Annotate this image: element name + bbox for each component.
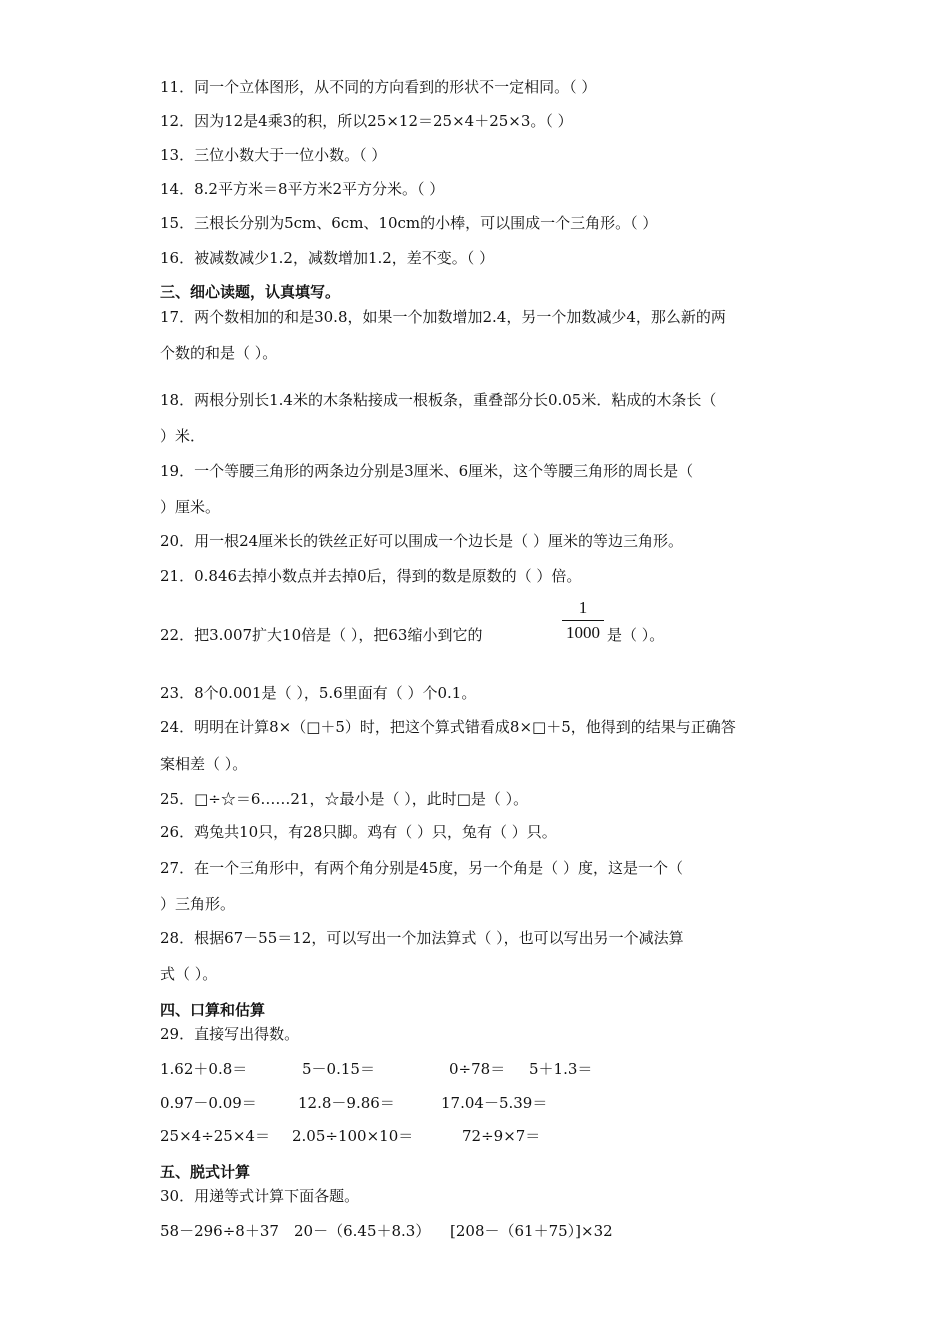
question-28-line2: 式（ ）。 xyxy=(160,965,218,983)
question-20: 20．用一根24厘米长的铁丝正好可以围成一个边长是（ ）厘米的等边三角形。 xyxy=(160,532,683,550)
fraction-numerator: 1 xyxy=(578,598,588,617)
question-25: 25．□÷☆＝6……21，☆最小是（ ），此时□是（ ）。 xyxy=(160,790,529,808)
question-18-line2: ）米． xyxy=(160,427,206,445)
question-23: 23．8个0.001是（ ），5.6里面有（ ）个0.1。 xyxy=(160,684,477,702)
question-22-tail: 是（ ）。 xyxy=(607,626,665,644)
question-24-line2: 案相差（ ）。 xyxy=(160,755,248,773)
question-21: 21．0.846去掉小数点并去掉0后，得到的数是原数的（ ）倍。 xyxy=(160,567,582,585)
stepwise-item: 20－（6.45＋8.3） xyxy=(294,1222,431,1240)
question-19-line2: ）厘米。 xyxy=(160,498,221,516)
fraction-denominator: 1000 xyxy=(566,623,600,642)
question-15: 15．三根长分别为5cm、6cm、10cm的小棒，可以围成一个三角形。（ ） xyxy=(160,214,658,232)
section-4-heading: 四、口算和估算 xyxy=(160,1001,266,1019)
question-26: 26．鸡兔共10只，有28只脚。鸡有（ ）只，兔有（ ）只。 xyxy=(160,823,557,841)
oral-item: 72÷9×7＝ xyxy=(462,1127,541,1145)
oral-item: 12.8－9.86＝ xyxy=(298,1094,395,1112)
question-19-line1: 19．一个等腰三角形的两条边分别是3厘米、6厘米，这个等腰三角形的周长是（ xyxy=(160,462,694,480)
question-17-line2: 个数的和是（ ）。 xyxy=(160,344,278,362)
section-5-heading: 五、脱式计算 xyxy=(160,1163,251,1181)
question-13: 13．三位小数大于一位小数。（ ） xyxy=(160,146,387,164)
question-30-title: 30．用递等式计算下面各题。 xyxy=(160,1187,360,1205)
question-22-text: 22．把3.007扩大10倍是（ ），把63缩小到它的 xyxy=(160,626,483,644)
oral-item: 5－0.15＝ xyxy=(302,1060,375,1078)
oral-item: 25×4÷25×4＝ xyxy=(160,1127,270,1145)
question-11: 11．同一个立体图形，从不同的方向看到的形状不一定相同。（ ） xyxy=(160,78,597,96)
question-24-line1: 24．明明在计算8×（□＋5）时，把这个算式错看成8×□＋5，他得到的结果与正确答 xyxy=(160,718,736,736)
question-27-line2: ）三角形。 xyxy=(160,895,236,913)
stepwise-item: [208－（61＋75）]×32 xyxy=(450,1222,613,1240)
fraction-bar xyxy=(562,620,604,621)
oral-item: 0.97－0.09＝ xyxy=(160,1094,257,1112)
oral-item: 1.62＋0.8＝ xyxy=(160,1060,248,1078)
fraction-one-thousandth xyxy=(562,597,604,644)
oral-item: 0÷78＝ xyxy=(449,1060,506,1078)
question-18-line1: 18．两根分别长1.4米的木条粘接成一根板条，重叠部分长0.05米．粘成的木条长（ xyxy=(160,391,717,409)
question-17-line1: 17．两个数相加的和是30.8，如果一个加数增加2.4，另一个加数减少4，那么新的两 xyxy=(160,308,726,326)
question-28-line1: 28．根据67－55＝12，可以写出一个加法算式（ ），也可以写出另一个减法算 xyxy=(160,929,684,947)
oral-item: 17.04－5.39＝ xyxy=(441,1094,548,1112)
section-3-heading: 三、细心读题，认真填写。 xyxy=(160,283,341,301)
question-27-line1: 27．在一个三角形中，有两个角分别是45度，另一个角是（ ）度，这是一个（ xyxy=(160,859,683,877)
oral-item: 2.05÷100×10＝ xyxy=(292,1127,414,1145)
question-12: 12．因为12是4乘3的积，所以25×12＝25×4＋25×3。（ ） xyxy=(160,112,573,130)
stepwise-item: 58－296÷8＋37 xyxy=(160,1222,279,1240)
question-29-title: 29．直接写出得数。 xyxy=(160,1025,300,1043)
question-16: 16．被减数减少1.2，减数增加1.2，差不变。（ ） xyxy=(160,249,495,267)
question-14: 14．8.2平方米＝8平方米2平方分米。（ ） xyxy=(160,180,445,198)
oral-item: 5＋1.3＝ xyxy=(529,1060,593,1078)
